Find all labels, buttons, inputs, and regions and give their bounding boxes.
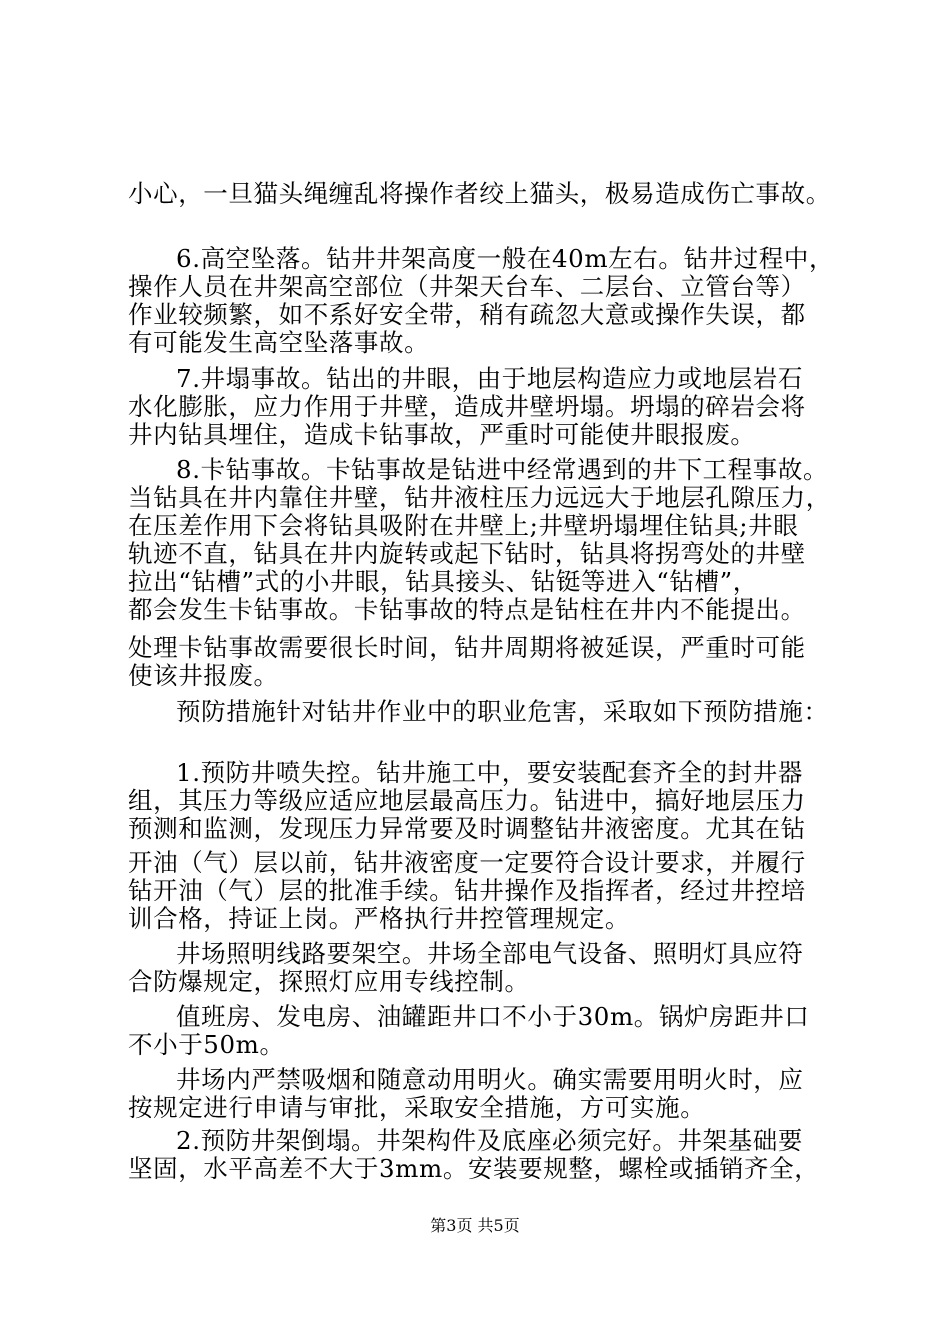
- text-line: 井场照明线路要架空。井场全部电气设备、照明灯具应符: [176, 939, 804, 968]
- text-line: 都会发生卡钻事故。卡钻事故的特点是钻柱在井内不能提出。: [128, 595, 806, 624]
- text-line: 训合格，持证上岗。严格执行井控管理规定。: [128, 904, 630, 933]
- text-line: 拉出“钻槽”式的小井眼，钻具接头、钻铤等进入“钻槽”，: [128, 567, 758, 596]
- text-line: 井场内严禁吸烟和随意动用明火。确实需要用明火时，应: [176, 1065, 804, 1094]
- text-line: 有可能发生高空坠落事故。: [128, 328, 430, 357]
- text-line: 不小于50m。: [128, 1030, 285, 1059]
- text-line: 井内钻具埋住，造成卡钻事故，严重时可能使井眼报废。: [128, 420, 756, 449]
- page-footer: 第3页 共5页: [430, 1216, 520, 1235]
- text-line: 使该井报废。: [128, 661, 279, 690]
- text-line: 按规定进行申请与审批，采取安全措施，方可实施。: [128, 1093, 706, 1122]
- text-line: 合防爆规定，探照灯应用专线控制。: [128, 967, 530, 996]
- text-line: 处理卡钻事故需要很长时间，钻井周期将被延误，严重时可能: [128, 633, 806, 662]
- text-line: 在压差作用下会将钻具吸附在井壁上;井壁坍塌埋住钻具;井眼: [128, 511, 799, 540]
- text-line: 操作人员在井架高空部位（井架天台车、二层台、立管台等）: [128, 272, 806, 301]
- text-line: 预防措施针对钻井作业中的职业危害，采取如下预防措施：: [176, 697, 829, 726]
- text-line: 值班房、发电房、油罐距井口不小于30m。锅炉房距井口: [176, 1002, 810, 1031]
- text-line: 预测和监测，发现压力异常要及时调整钻井液密度。尤其在钻: [128, 814, 806, 843]
- text-line: 作业较频繁，如不系好安全带，稍有疏忽大意或操作失误，都: [128, 300, 806, 329]
- text-line: 水化膨胀，应力作用于井壁，造成井壁坍塌。坍塌的碎岩会将: [128, 392, 806, 421]
- text-line: 钻开油（气）层的批准手续。钻井操作及指挥者，经过井控培: [128, 876, 806, 905]
- text-line: 7.井塌事故。钻出的井眼，由于地层构造应力或地层岩石: [176, 364, 803, 393]
- text-line: 2.预防井架倒塌。井架构件及底座必须完好。井架基础要: [176, 1126, 803, 1155]
- text-line: 组，其压力等级应适应地层最高压力。钻进中，搞好地层压力: [128, 786, 806, 815]
- text-line: 当钻具在井内靠住井壁，钻井液柱压力远远大于地层孔隙压力，: [128, 483, 831, 512]
- text-line: 小心，一旦猫头绳缠乱将操作者绞上猫头，极易造成伤亡事故。: [128, 179, 831, 208]
- text-line: 6.高空坠落。钻井井架高度一般在40m左右。钻井过程中，: [176, 244, 835, 273]
- text-line: 8.卡钻事故。卡钻事故是钻进中经常遇到的井下工程事故。: [176, 455, 829, 484]
- text-line: 1.预防井喷失控。钻井施工中，要安装配套齐全的封井器: [176, 758, 803, 787]
- text-line: 轨迹不直，钻具在井内旋转或起下钻时，钻具将拐弯处的井壁: [128, 539, 806, 568]
- text-line: 开油（气）层以前，钻井液密度一定要符合设计要求，并履行: [128, 848, 806, 877]
- text-line: 坚固，水平高差不大于3mm。安装要规整，螺栓或插销齐全，: [128, 1154, 820, 1183]
